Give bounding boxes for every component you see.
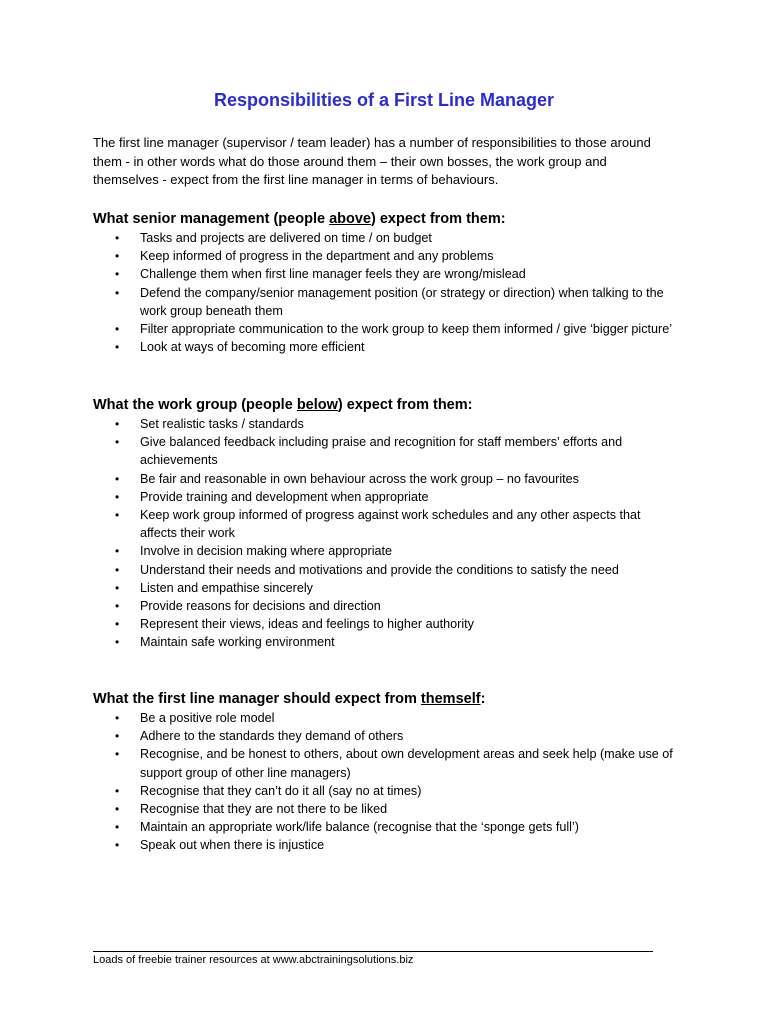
bullet-icon: • bbox=[115, 820, 120, 835]
bullet-icon: • bbox=[115, 489, 120, 504]
bullet-icon: • bbox=[115, 580, 120, 595]
bullet-icon: • bbox=[115, 562, 120, 577]
section-work-group bbox=[93, 395, 693, 652]
section-heading: What the work group (people below) expect from them: bbox=[93, 397, 473, 413]
bullet-icon: • bbox=[115, 231, 120, 245]
list-item: • Recognise, and be honest to others, about own development areas and seek help (make use of support group of other line managers) bbox=[115, 747, 673, 780]
list-item: • Keep informed of progress in the department and any problems bbox=[93, 247, 680, 265]
bullet-icon: • bbox=[115, 729, 120, 744]
intro-paragraph: The first line manager (supervisor / team leader) has a number of responsibilities to those around them - in other words what do those around them – their own bosses, the work group and themselves - expect from the first line manager in terms of behaviours. bbox=[93, 135, 651, 188]
bullet-icon: • bbox=[115, 417, 120, 431]
list-item: • Be a positive role model bbox=[93, 709, 680, 727]
bullet-icon: • bbox=[115, 544, 120, 559]
list-item: • Give balanced feedback including praise and recognition for staff members’ efforts and achievements bbox=[115, 435, 623, 468]
footer-text: Loads of freebie trainer resources at www.abctrainingsolutions.biz bbox=[93, 954, 414, 966]
list-item: • Adhere to the standards they demand of others bbox=[93, 727, 680, 745]
list-item: • Speak out when there is injustice bbox=[93, 836, 680, 854]
list-item: • Set realistic tasks / standards bbox=[93, 415, 680, 433]
bullet-list bbox=[93, 709, 693, 855]
section-heading: What senior management (people above) expect from them: bbox=[93, 211, 506, 227]
bullet-icon: • bbox=[115, 285, 120, 300]
list-item: • Involve in decision making where appropriate bbox=[93, 542, 680, 560]
heading-emphasis: themself bbox=[420, 691, 481, 707]
section-themself bbox=[93, 689, 693, 855]
heading-emphasis: below bbox=[296, 397, 338, 413]
list-item: • Challenge them when first line manager feels they are wrong/mislead bbox=[93, 265, 680, 283]
bullet-list bbox=[93, 415, 693, 652]
bullet-icon: • bbox=[115, 802, 120, 817]
list-item: • Provide reasons for decisions and direction bbox=[93, 597, 680, 615]
bullet-icon: • bbox=[115, 267, 120, 282]
bullet-icon: • bbox=[115, 617, 120, 632]
bullet-icon: • bbox=[115, 783, 120, 798]
bullet-icon: • bbox=[115, 838, 120, 853]
list-item: • Filter appropriate communication to the work group to keep them informed / give ‘bigger picture’ bbox=[93, 320, 680, 338]
bullet-icon: • bbox=[115, 599, 120, 614]
list-item: • Provide training and development when appropriate bbox=[93, 488, 680, 506]
list-item: • Be fair and reasonable in own behaviour across the work group – no favourites bbox=[93, 470, 680, 488]
list-item: • Recognise that they are not there to be liked bbox=[93, 800, 680, 818]
heading-emphasis: above bbox=[329, 211, 371, 227]
section-senior-management bbox=[93, 209, 693, 356]
list-item: • Tasks and projects are delivered on time / on budget bbox=[93, 229, 680, 247]
list-item: • Represent their views, ideas and feelings to higher authority bbox=[93, 615, 680, 633]
bullet-icon: • bbox=[115, 508, 120, 523]
footer-divider bbox=[93, 951, 653, 952]
list-item: • Understand their needs and motivations and provide the conditions to satisfy the need bbox=[93, 561, 680, 579]
bullet-icon: • bbox=[115, 322, 120, 337]
list-item: • Listen and empathise sincerely bbox=[93, 579, 680, 597]
bullet-icon: • bbox=[115, 747, 120, 762]
bullet-icon: • bbox=[115, 435, 120, 450]
list-item: • Recognise that they can’t do it all (say no at times) bbox=[93, 782, 680, 800]
bullet-icon: • bbox=[115, 471, 120, 486]
list-item: • Maintain an appropriate work/life balance (recognise that the ‘sponge gets full’) bbox=[93, 818, 680, 836]
page-title: Responsibilities of a First Line Manager bbox=[213, 90, 555, 110]
list-item: • Maintain safe working environment bbox=[93, 633, 680, 651]
bullet-list bbox=[93, 229, 693, 356]
bullet-icon: • bbox=[115, 635, 120, 650]
section-heading: What the first line manager should expect from themself: bbox=[93, 691, 486, 707]
list-item: • Look at ways of becoming more efficient bbox=[93, 338, 680, 356]
bullet-icon: • bbox=[115, 711, 120, 725]
list-item: • Keep work group informed of progress against work schedules and any other aspects that affects their work bbox=[115, 508, 641, 541]
bullet-icon: • bbox=[115, 340, 120, 355]
bullet-icon: • bbox=[115, 249, 120, 264]
list-item: • Defend the company/senior management position (or strategy or direction) when talking to the work group beneath them bbox=[115, 285, 664, 318]
